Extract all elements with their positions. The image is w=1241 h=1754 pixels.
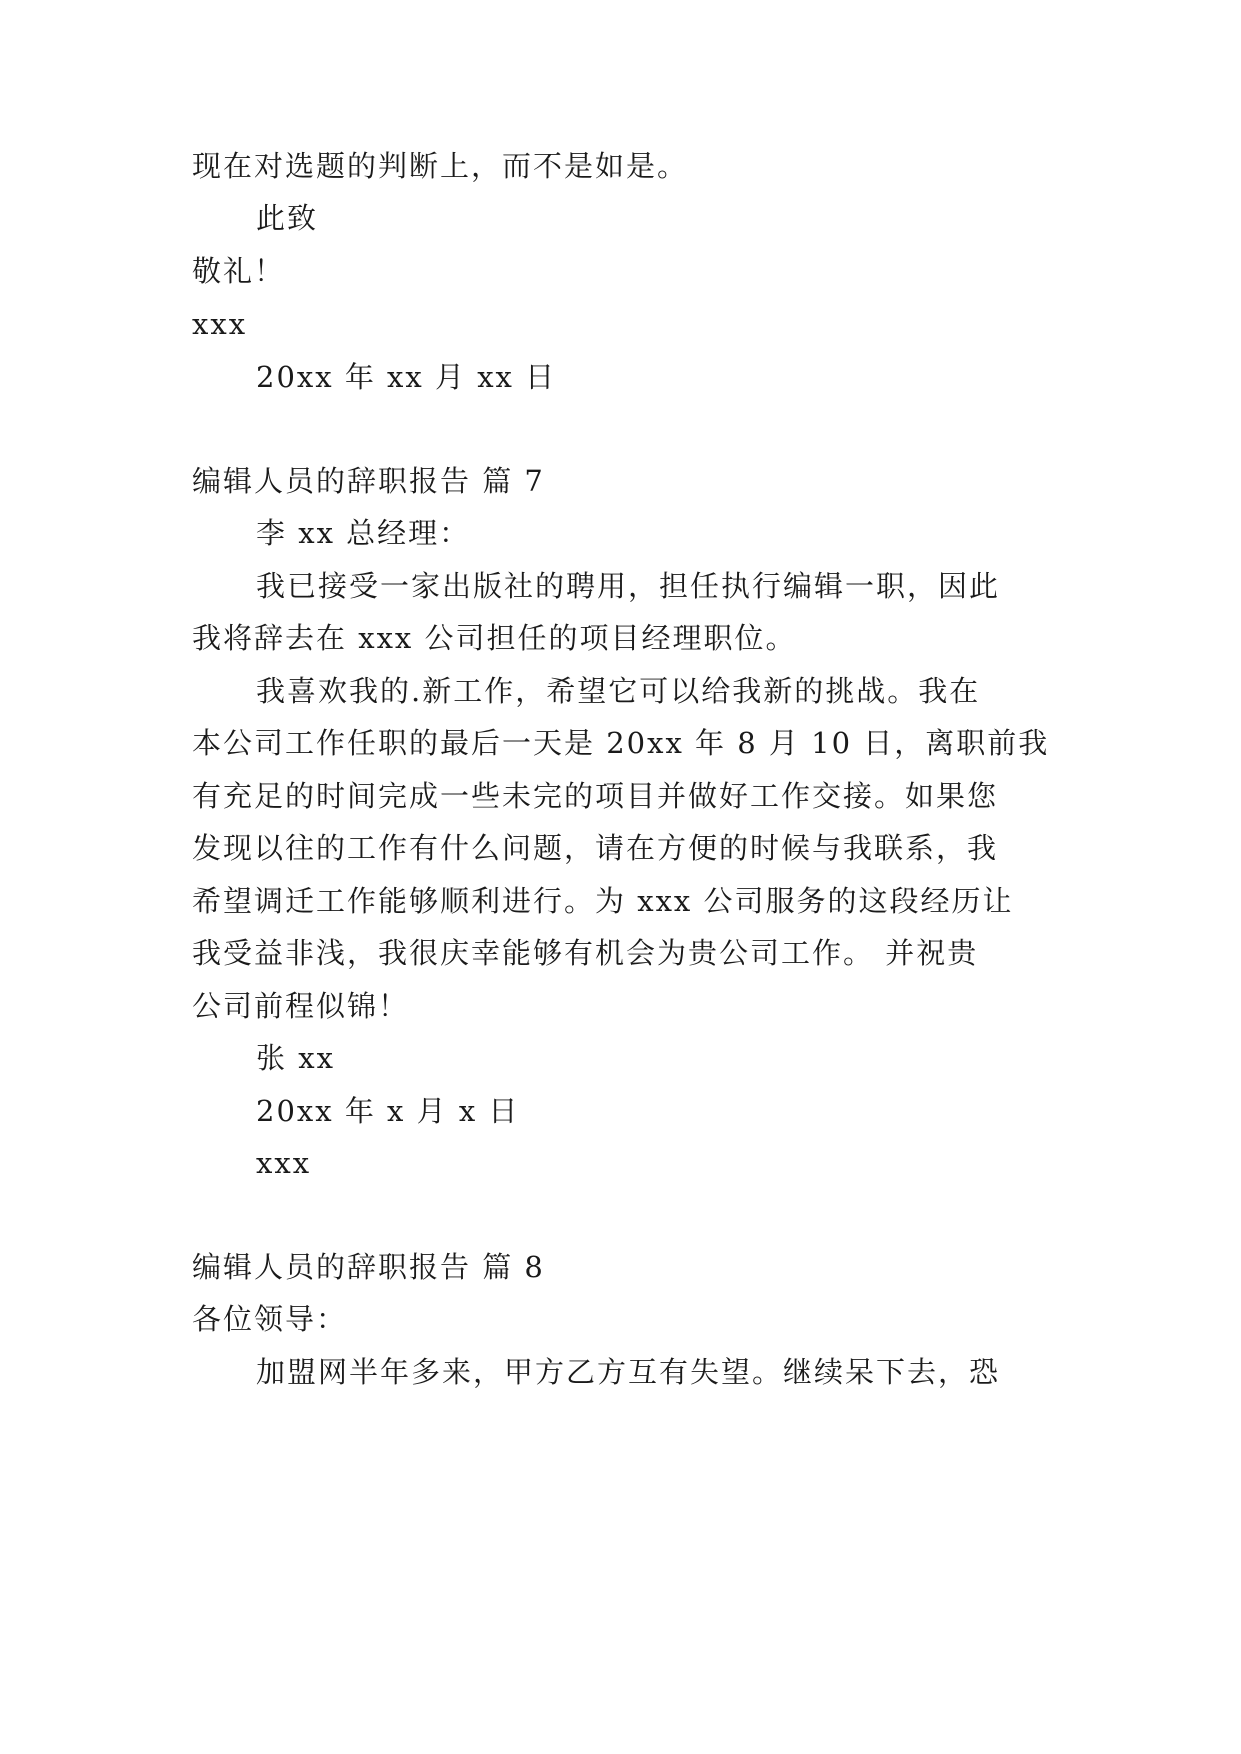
paragraph-line: 有充足的时间完成一些未完的项目并做好工作交接。如果您 (192, 779, 999, 813)
salutation: 李 xx 总经理： (256, 516, 471, 550)
salutation: 各位领导： (192, 1302, 348, 1336)
signature: xxx (192, 307, 248, 341)
text-line: xxx (256, 1146, 312, 1180)
paragraph-line: 加盟网半年多来，甲方乙方互有失望。继续呆下去，恐 (256, 1355, 1001, 1389)
closing-salute: 敬礼！ (192, 254, 286, 288)
section-heading-8: 编辑人员的辞职报告 篇 8 (192, 1250, 545, 1284)
paragraph-line: 我已接受一家出版社的聘用，担任执行编辑一职，因此 (256, 569, 1001, 603)
paragraph-line: 发现以往的工作有什么问题，请在方便的时候与我联系，我 (192, 831, 999, 865)
paragraph-line: 我受益非浅，我很庆幸能够有机会为贵公司工作。 并祝贵 (192, 936, 979, 970)
text-line: 现在对选题的判断上，而不是如是。 (192, 149, 689, 183)
closing-phrase: 此致 (256, 201, 319, 235)
paragraph-line: 本公司工作任职的最后一天是 20xx 年 8 月 10 日，离职前我 (192, 726, 1050, 760)
paragraph-line: 公司前程似锦！ (192, 989, 410, 1023)
date-line: 20xx 年 x 月 x 日 (256, 1094, 520, 1128)
date-line: 20xx 年 xx 月 xx 日 (256, 360, 557, 394)
section-heading-7: 编辑人员的辞职报告 篇 7 (192, 464, 545, 498)
paragraph-line: 我将辞去在 xxx 公司担任的项目经理职位。 (192, 621, 797, 655)
signature: 张 xx (256, 1041, 335, 1075)
paragraph-line: 希望调迁工作能够顺利进行。为 xxx 公司服务的这段经历让 (192, 884, 1014, 918)
paragraph-line: 我喜欢我的.新工作，希望它可以给我新的挑战。我在 (256, 674, 981, 708)
